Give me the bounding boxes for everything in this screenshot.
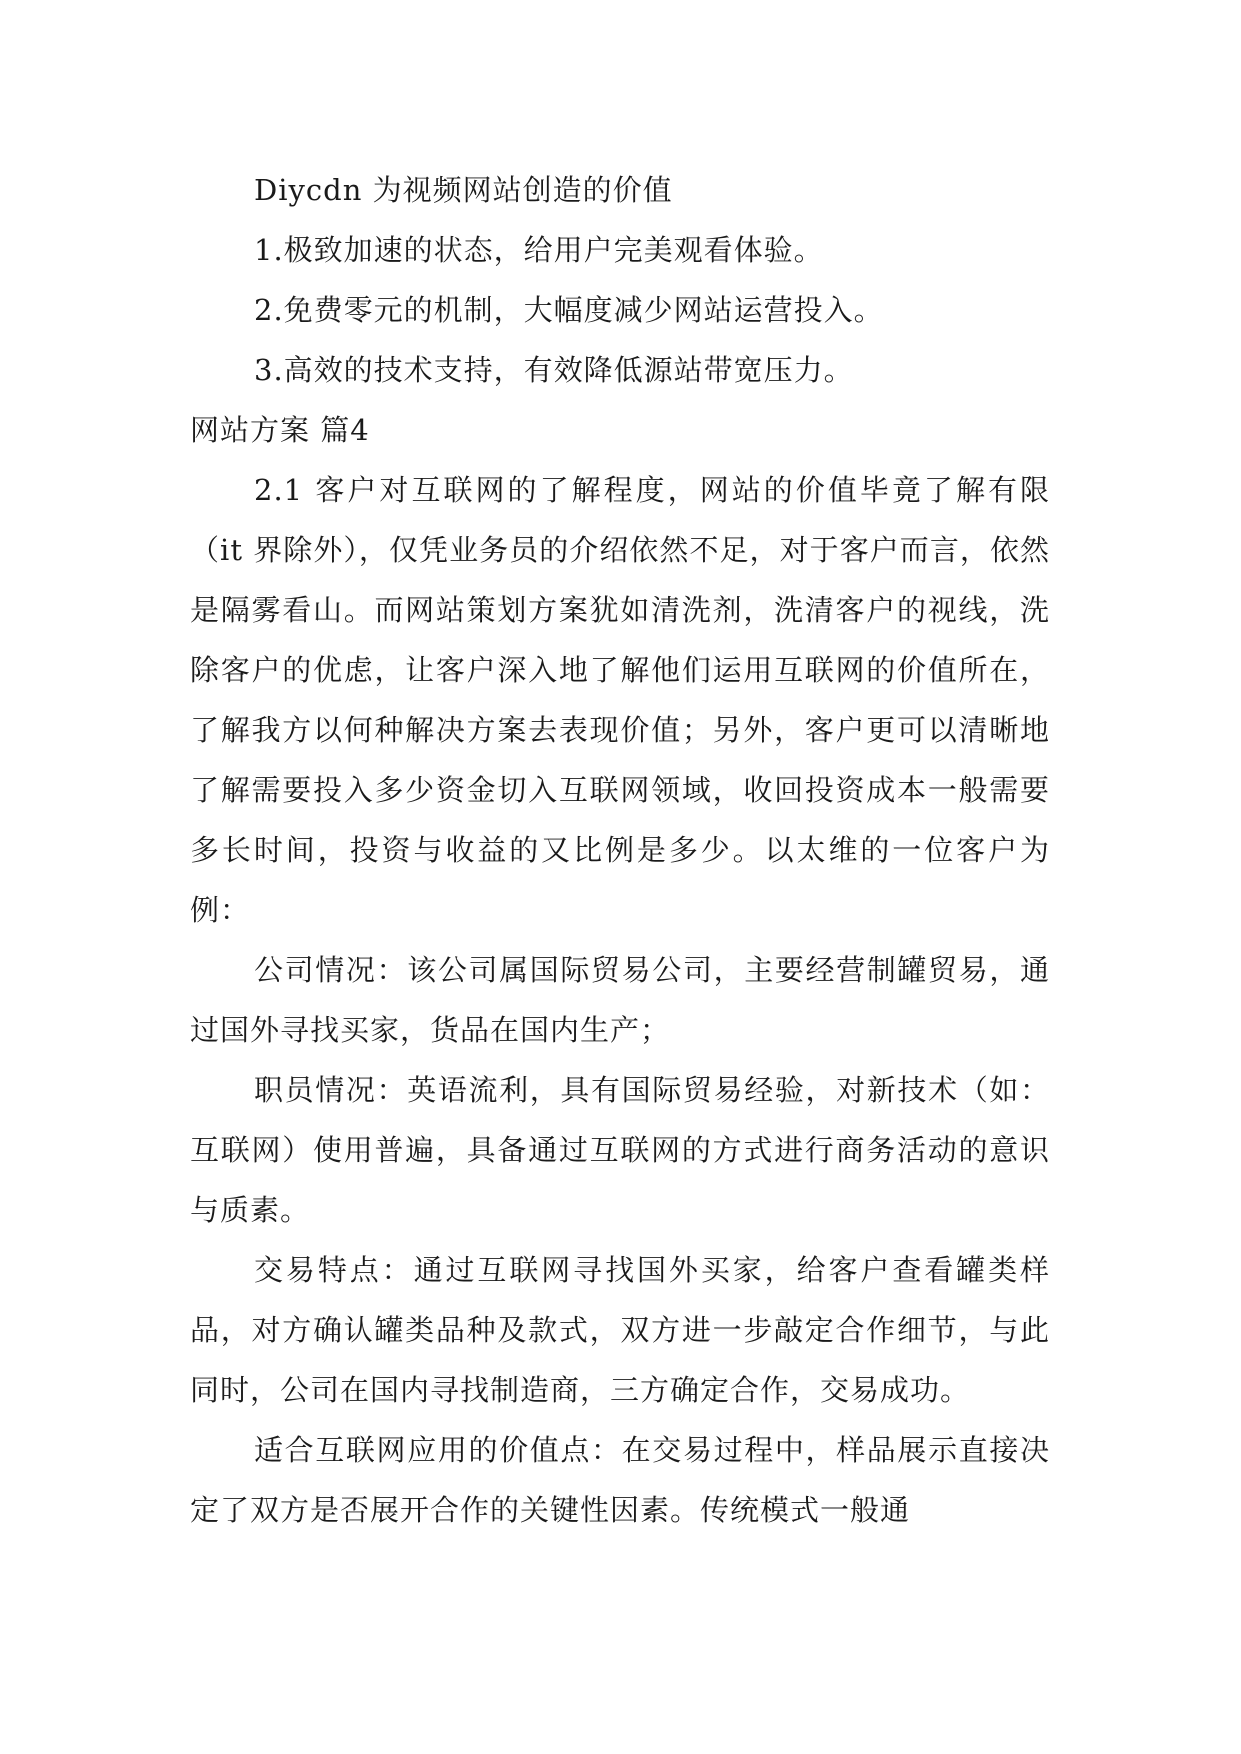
document-body: [190, 160, 1050, 1540]
value-point-2: 2.免费零元的机制，大幅度减少网站运营投入。: [254, 293, 884, 327]
paragraph-client-understanding: 2.1 客户对互联网的了解程度，网站的价值毕竟了解有限（it 界除外），仅凭业务员的介绍依然不足，对于客户而言，依然是隔雾看山。而网站策划方案犹如清洗剂，洗清客户的视线，洗除客户的优虑，让客户深入地了解他们运用互联网的价值所在，了解我方以何种解决方案去表现价值；另外，客户更可以清晰地了解需要投入多少资金切入互联网领域，收回投资成本一般需要多长时间，投资与收益的又比例是多少。以太维的一位客户为例：: [190, 473, 1050, 927]
paragraph-trade-features: 交易特点：通过互联网寻找国外买家，给客户查看罐类样品，对方确认罐类品种及款式，双方进一步敲定合作细节，与此同时，公司在国内寻找制造商，三方确定合作，交易成功。: [190, 1253, 1050, 1407]
paragraph-company-situation: 公司情况：该公司属国际贸易公司，主要经营制罐贸易，通过国外寻找买家，货品在国内生产；: [190, 953, 1050, 1047]
value-point-3: 3.高效的技术支持，有效降低源站带宽压力。: [254, 353, 854, 387]
paragraph-staff-situation: 职员情况：英语流利，具有国际贸易经验，对新技术（如：互联网）使用普遍，具备通过互联网的方式进行商务活动的意识与质素。: [190, 1073, 1050, 1227]
section-heading: 网站方案 篇4: [190, 413, 370, 447]
intro-title: Diycdn 为视频网站创造的价值: [254, 173, 673, 207]
value-point-1: 1.极致加速的状态，给用户完美观看体验。: [254, 233, 824, 267]
paragraph-value-points: 适合互联网应用的价值点：在交易过程中，样品展示直接决定了双方是否展开合作的关键性因素。传统模式一般通: [190, 1433, 1050, 1527]
